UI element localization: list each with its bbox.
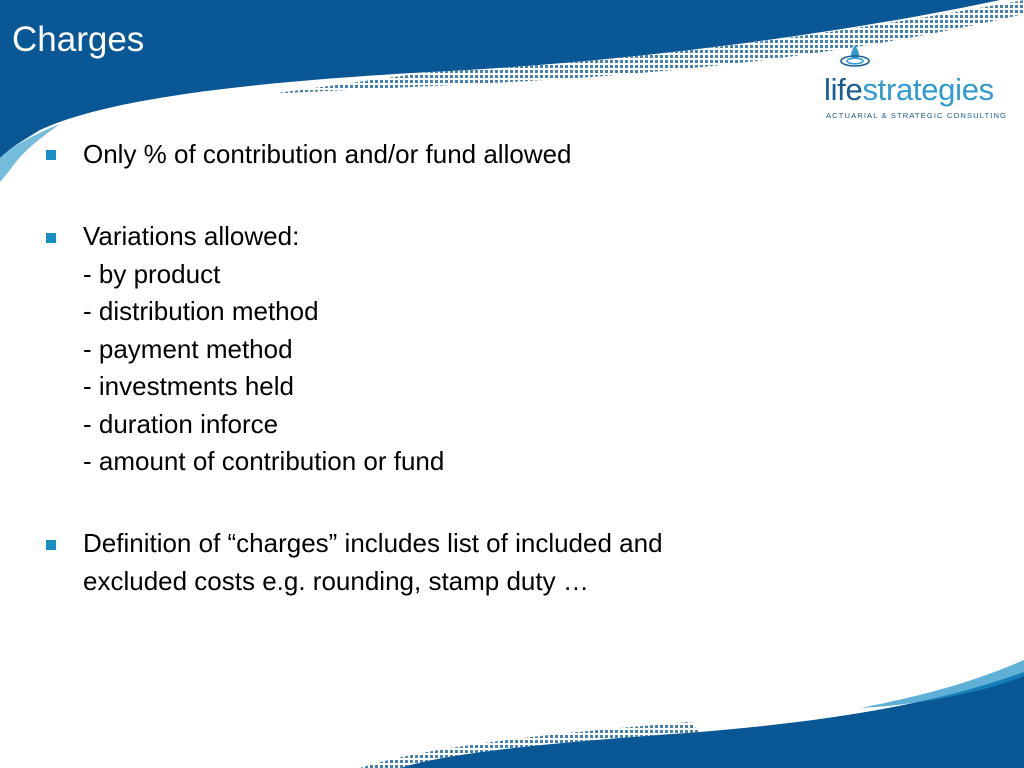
bullet-line: Variations allowed:	[83, 221, 300, 251]
logo-wordmark	[824, 72, 994, 108]
bullet-square-icon	[46, 150, 56, 160]
bullet-line: Definition of “charges” includes list of included and	[83, 528, 663, 558]
bullet-line: - by product	[83, 258, 221, 289]
bullet-line: - payment method	[83, 333, 293, 364]
logo-word-strategies: strategies	[862, 72, 994, 107]
bullet-square-icon	[46, 540, 56, 550]
bullet-line: - distribution method	[83, 296, 319, 326]
bullet-line: Only % of contribution and/or fund allowed	[83, 139, 572, 169]
logo-tagline: ACTUARIAL & STRATEGIC CONSULTING	[826, 111, 1008, 120]
logo-word-life: life	[824, 72, 863, 107]
bullet-line: excluded costs e.g. rounding, stamp duty …	[83, 565, 589, 596]
bullet-square-icon	[46, 233, 56, 243]
bullet-line: - amount of contribution or fund	[83, 446, 445, 476]
bullet-text	[83, 218, 803, 481]
bullet-line: - duration inforce	[83, 408, 279, 439]
bullet-text	[83, 136, 803, 174]
slide-title: Charges	[12, 20, 145, 59]
company-logo	[820, 44, 1010, 122]
bullet-line: - investments held	[83, 371, 294, 401]
bullet-text	[83, 525, 803, 600]
footer-swoosh	[400, 672, 1024, 768]
water-drop-ripple-icon	[838, 44, 872, 70]
